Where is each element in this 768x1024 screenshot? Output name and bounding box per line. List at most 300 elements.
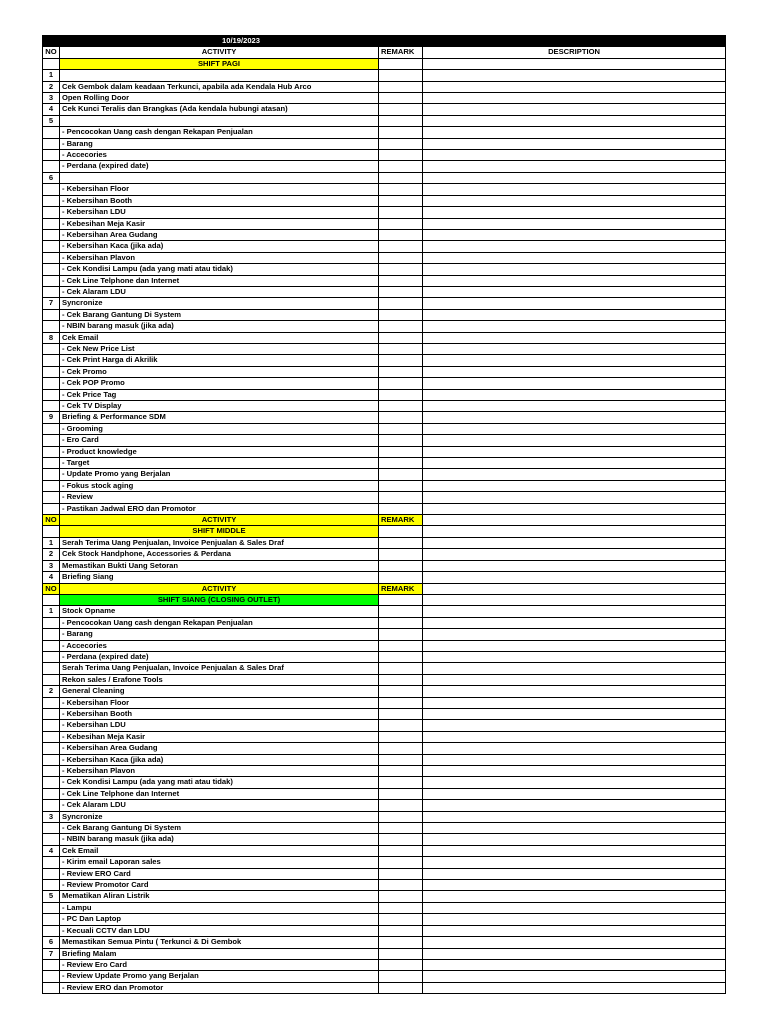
date-row [43,36,726,47]
row-activity [60,172,379,183]
row-remark-cell[interactable] [379,743,423,754]
row-description-cell[interactable] [423,286,726,297]
row-number [43,264,60,275]
row-remark-cell[interactable] [379,492,423,503]
row-remark-cell[interactable] [379,93,423,104]
row-description-cell[interactable] [423,195,726,206]
row-activity: - Kebersihan Plavon [60,766,379,777]
table-row [43,823,726,834]
row-description-cell[interactable] [423,811,726,822]
table-row [43,104,726,115]
row-activity: - Cek New Price List [60,343,379,354]
row-number [43,355,60,366]
table-row [43,458,726,469]
row-activity: - Kirim email Laporan sales [60,857,379,868]
row-remark-cell[interactable] [379,298,423,309]
row-remark-cell[interactable] [379,104,423,115]
row-number [43,458,60,469]
row-activity: Open Rolling Door [60,93,379,104]
row-description-cell[interactable] [423,264,726,275]
row-description-cell[interactable] [423,937,726,948]
row-number [43,902,60,913]
row-description-cell[interactable] [423,252,726,263]
row-description-cell[interactable] [423,606,726,617]
row-remark-cell[interactable] [379,720,423,731]
row-description-cell[interactable] [423,948,726,959]
row-remark-cell[interactable] [379,150,423,161]
row-description-cell[interactable] [423,959,726,970]
row-remark-cell[interactable] [379,275,423,286]
row-activity: Memastikan Bukti Uang Setoran [60,560,379,571]
row-remark-cell[interactable] [379,914,423,925]
row-remark-cell[interactable] [379,663,423,674]
row-number: 5 [43,891,60,902]
header-remark: REMARK [379,47,423,58]
row-number [43,800,60,811]
row-number [43,503,60,514]
row-description-cell[interactable] [423,925,726,936]
row-remark-cell[interactable] [379,184,423,195]
row-remark-cell[interactable] [379,834,423,845]
row-remark-cell[interactable] [379,138,423,149]
row-activity: Serah Terima Uang Penjualan, Invoice Penjualan & Sales Draf [60,663,379,674]
row-number [43,697,60,708]
row-description-cell[interactable] [423,241,726,252]
row-description-cell[interactable] [423,207,726,218]
row-description-cell[interactable] [423,298,726,309]
row-remark-cell[interactable] [379,674,423,685]
table-row [43,492,726,503]
row-remark-cell[interactable] [379,401,423,412]
row-remark-cell[interactable] [379,777,423,788]
row-number: 1 [43,537,60,548]
row-activity: - Accecories [60,640,379,651]
row-remark-cell[interactable] [379,127,423,138]
row-activity: Briefing Malam [60,948,379,959]
row-description-cell[interactable] [423,914,726,925]
row-number: 3 [43,560,60,571]
table-row [43,982,726,993]
row-description-cell[interactable] [423,366,726,377]
table-row [43,880,726,891]
row-remark-cell[interactable] [379,252,423,263]
date-cell: 10/19/2023 [60,36,423,47]
row-remark-cell[interactable] [379,845,423,856]
row-description-cell[interactable] [423,138,726,149]
table-row [43,355,726,366]
row-description-cell[interactable] [423,629,726,640]
row-activity: - Fokus stock aging [60,480,379,491]
row-description-cell[interactable] [423,184,726,195]
row-description-cell[interactable] [423,93,726,104]
table-row [43,480,726,491]
row-description-cell[interactable] [423,720,726,731]
table-row [43,629,726,640]
row-description-cell[interactable] [423,229,726,240]
row-description-cell[interactable] [423,492,726,503]
row-description-cell[interactable] [423,857,726,868]
row-description-cell[interactable] [423,823,726,834]
row-activity: - Cek TV Display [60,401,379,412]
row-number [43,309,60,320]
row-description-cell[interactable] [423,549,726,560]
row-number [43,252,60,263]
row-remark-cell[interactable] [379,503,423,514]
row-activity: Rekon sales / Erafone Tools [60,674,379,685]
row-description-cell[interactable] [423,834,726,845]
row-description-cell[interactable] [423,503,726,514]
table-row [43,697,726,708]
row-description-cell[interactable] [423,423,726,434]
row-activity: Serah Terima Uang Penjualan, Invoice Penjualan & Sales Draf [60,537,379,548]
row-description-cell[interactable] [423,389,726,400]
table-row [43,81,726,92]
row-description-cell[interactable] [423,971,726,982]
row-number [43,343,60,354]
table-row [43,115,726,126]
row-description-cell[interactable] [423,686,726,697]
row-description-cell[interactable] [423,560,726,571]
row-activity: - Kebersihan Floor [60,184,379,195]
table-row [43,777,726,788]
row-number: 1 [43,70,60,81]
row-activity: - Kebersihan Kaca (jika ada) [60,241,379,252]
row-description-cell[interactable] [423,663,726,674]
section-title: SHIFT SIANG (CLOSING OUTLET) [60,594,379,605]
row-description-cell[interactable] [423,81,726,92]
row-remark-cell[interactable] [379,606,423,617]
row-remark-cell[interactable] [379,697,423,708]
row-activity: - Kebersihan LDU [60,720,379,731]
row-remark-cell[interactable] [379,480,423,491]
row-description-cell[interactable] [423,766,726,777]
row-remark-cell[interactable] [379,572,423,583]
row-remark-cell[interactable] [379,286,423,297]
row-number [43,229,60,240]
row-remark-cell[interactable] [379,161,423,172]
row-description-cell[interactable] [423,401,726,412]
row-remark-cell[interactable] [379,868,423,879]
table-row [43,298,726,309]
row-activity: - Cek Line Telphone dan Internet [60,275,379,286]
table-row [43,286,726,297]
row-remark-cell[interactable] [379,458,423,469]
row-description-cell[interactable] [423,982,726,993]
table-row [43,469,726,480]
row-activity: - Perdana (expired date) [60,161,379,172]
table-row [43,549,726,560]
row-description-cell[interactable] [423,150,726,161]
row-remark-cell[interactable] [379,640,423,651]
row-number: 2 [43,81,60,92]
row-description-cell[interactable] [423,617,726,628]
row-activity: - Cek Price Tag [60,389,379,400]
table-row [43,184,726,195]
table-row [43,332,726,343]
row-remark-cell[interactable] [379,309,423,320]
row-activity: - Cek Barang Gantung Di System [60,823,379,834]
row-number [43,492,60,503]
table-row [43,503,726,514]
row-number [43,731,60,742]
row-number [43,435,60,446]
row-remark-cell[interactable] [379,800,423,811]
row-remark-cell[interactable] [379,435,423,446]
row-description-cell[interactable] [423,343,726,354]
row-number: 5 [43,115,60,126]
row-number [43,207,60,218]
row-description-cell[interactable] [423,115,726,126]
row-number [43,617,60,628]
row-description-cell[interactable] [423,537,726,548]
header-activity: ACTIVITY [60,47,379,58]
table-row [43,229,726,240]
row-activity: - Review ERO Card [60,868,379,879]
row-number [43,150,60,161]
row-remark-cell[interactable] [379,218,423,229]
row-activity: - Cek Promo [60,366,379,377]
table-row [43,857,726,868]
section-title: SHIFT MIDDLE [60,526,379,537]
table-row [43,663,726,674]
row-description-cell[interactable] [423,446,726,457]
table-row [43,868,726,879]
row-activity: - Review [60,492,379,503]
row-remark-cell[interactable] [379,857,423,868]
row-remark-cell[interactable] [379,959,423,970]
row-remark-cell[interactable] [379,423,423,434]
row-activity: - Pencocokan Uang cash dengan Rekapan Penjualan [60,617,379,628]
table-row [43,560,726,571]
table-row [43,412,726,423]
row-activity: - Pastikan Jadwal ERO dan Promotor [60,503,379,514]
header-no: NO [43,515,60,526]
row-remark-cell[interactable] [379,343,423,354]
row-activity: Cek Email [60,332,379,343]
row-remark-cell[interactable] [379,389,423,400]
row-remark-cell[interactable] [379,115,423,126]
row-activity: - NBIN barang masuk (jika ada) [60,321,379,332]
table-row [43,720,726,731]
row-description-cell[interactable] [423,640,726,651]
row-description-cell[interactable] [423,332,726,343]
header-no: NO [43,47,60,58]
row-remark-cell[interactable] [379,446,423,457]
row-remark-cell[interactable] [379,412,423,423]
row-activity: - Perdana (expired date) [60,651,379,662]
row-description-cell[interactable] [423,777,726,788]
row-description-cell[interactable] [423,891,726,902]
row-remark-cell[interactable] [379,754,423,765]
row-description-cell[interactable] [423,880,726,891]
row-description-cell[interactable] [423,902,726,913]
row-description-cell[interactable] [423,800,726,811]
row-remark-cell[interactable] [379,70,423,81]
row-remark-cell[interactable] [379,823,423,834]
row-activity: - Update Promo yang Berjalan [60,469,379,480]
row-activity: - NBIN barang masuk (jika ada) [60,834,379,845]
table-row [43,138,726,149]
row-number [43,880,60,891]
row-description-cell[interactable] [423,572,726,583]
row-description-cell[interactable] [423,697,726,708]
table-row [43,674,726,685]
row-activity: - Ero Card [60,435,379,446]
row-number [43,218,60,229]
row-description-cell[interactable] [423,275,726,286]
section-header-row [43,583,726,594]
row-activity: - Cek POP Promo [60,378,379,389]
row-activity: - Accecories [60,150,379,161]
checklist-sheet [42,35,726,994]
row-activity: Syncronize [60,298,379,309]
row-description-cell[interactable] [423,218,726,229]
row-activity: Cek Email [60,845,379,856]
table-row [43,252,726,263]
row-description-cell[interactable] [423,754,726,765]
row-activity: - Cek Alaram LDU [60,286,379,297]
row-remark-cell[interactable] [379,902,423,913]
row-activity: - Kebersihan Area Gudang [60,743,379,754]
table-row [43,731,726,742]
row-number [43,754,60,765]
table-row [43,161,726,172]
table-row [43,617,726,628]
table-row [43,606,726,617]
row-description-cell[interactable] [423,480,726,491]
row-activity: - Barang [60,138,379,149]
row-number: 3 [43,93,60,104]
row-description-cell[interactable] [423,70,726,81]
row-remark-cell[interactable] [379,560,423,571]
row-remark-cell[interactable] [379,207,423,218]
row-remark-cell[interactable] [379,811,423,822]
row-remark-cell[interactable] [379,469,423,480]
row-activity: Briefing & Performance SDM [60,412,379,423]
row-remark-cell[interactable] [379,241,423,252]
row-number [43,651,60,662]
row-description-cell[interactable] [423,469,726,480]
row-description-cell[interactable] [423,743,726,754]
row-remark-cell[interactable] [379,731,423,742]
row-remark-cell[interactable] [379,81,423,92]
row-description-cell[interactable] [423,161,726,172]
row-remark-cell[interactable] [379,948,423,959]
row-remark-cell[interactable] [379,549,423,560]
row-remark-cell[interactable] [379,195,423,206]
row-description-cell[interactable] [423,868,726,879]
row-activity: - Kecuali CCTV dan LDU [60,925,379,936]
row-remark-cell[interactable] [379,708,423,719]
row-number [43,127,60,138]
table-row [43,537,726,548]
row-remark-cell[interactable] [379,686,423,697]
row-activity: Stock Opname [60,606,379,617]
table-row [43,708,726,719]
row-number [43,275,60,286]
row-remark-cell[interactable] [379,651,423,662]
row-description-cell[interactable] [423,355,726,366]
row-remark-cell[interactable] [379,321,423,332]
row-remark-cell[interactable] [379,788,423,799]
row-description-cell[interactable] [423,708,726,719]
row-number: 4 [43,845,60,856]
row-description-cell[interactable] [423,674,726,685]
row-remark-cell[interactable] [379,766,423,777]
row-activity: - Kebersihan Plavon [60,252,379,263]
row-remark-cell[interactable] [379,880,423,891]
row-remark-cell[interactable] [379,617,423,628]
row-number: 8 [43,332,60,343]
row-activity: - Product knowledge [60,446,379,457]
row-number [43,640,60,651]
table-row [43,423,726,434]
table-row [43,914,726,925]
row-description-cell[interactable] [423,104,726,115]
row-activity: - Target [60,458,379,469]
row-description-cell[interactable] [423,378,726,389]
row-description-cell[interactable] [423,845,726,856]
row-number [43,720,60,731]
table-row [43,937,726,948]
table-row [43,902,726,913]
row-remark-cell[interactable] [379,366,423,377]
row-number [43,914,60,925]
row-description-cell[interactable] [423,412,726,423]
section-title-row [43,526,726,537]
row-remark-cell[interactable] [379,332,423,343]
header-remark: REMARK [379,515,423,526]
row-remark-cell[interactable] [379,629,423,640]
table-row [43,309,726,320]
row-number [43,366,60,377]
table-row [43,800,726,811]
row-number [43,959,60,970]
row-activity: - Kebersihan Floor [60,697,379,708]
row-description-cell[interactable] [423,309,726,320]
row-remark-cell[interactable] [379,355,423,366]
row-description-cell[interactable] [423,321,726,332]
row-description-cell[interactable] [423,731,726,742]
row-remark-cell[interactable] [379,971,423,982]
row-activity: - Cek Kondisi Lampu (ada yang mati atau tidak) [60,264,379,275]
table-row [43,811,726,822]
row-description-cell[interactable] [423,651,726,662]
row-number [43,423,60,434]
row-description-cell[interactable] [423,435,726,446]
row-number [43,823,60,834]
row-description-cell[interactable] [423,788,726,799]
row-description-cell[interactable] [423,458,726,469]
row-remark-cell[interactable] [379,378,423,389]
row-remark-cell[interactable] [379,937,423,948]
row-number [43,446,60,457]
row-activity: - Cek Kondisi Lampu (ada yang mati atau tidak) [60,777,379,788]
row-remark-cell[interactable] [379,172,423,183]
row-remark-cell[interactable] [379,925,423,936]
row-remark-cell[interactable] [379,982,423,993]
table-row [43,321,726,332]
table-row [43,743,726,754]
row-remark-cell[interactable] [379,891,423,902]
row-remark-cell[interactable] [379,229,423,240]
row-description-cell[interactable] [423,172,726,183]
row-remark-cell[interactable] [379,264,423,275]
table-row [43,401,726,412]
header-remark: REMARK [379,583,423,594]
row-remark-cell[interactable] [379,537,423,548]
row-description-cell[interactable] [423,127,726,138]
